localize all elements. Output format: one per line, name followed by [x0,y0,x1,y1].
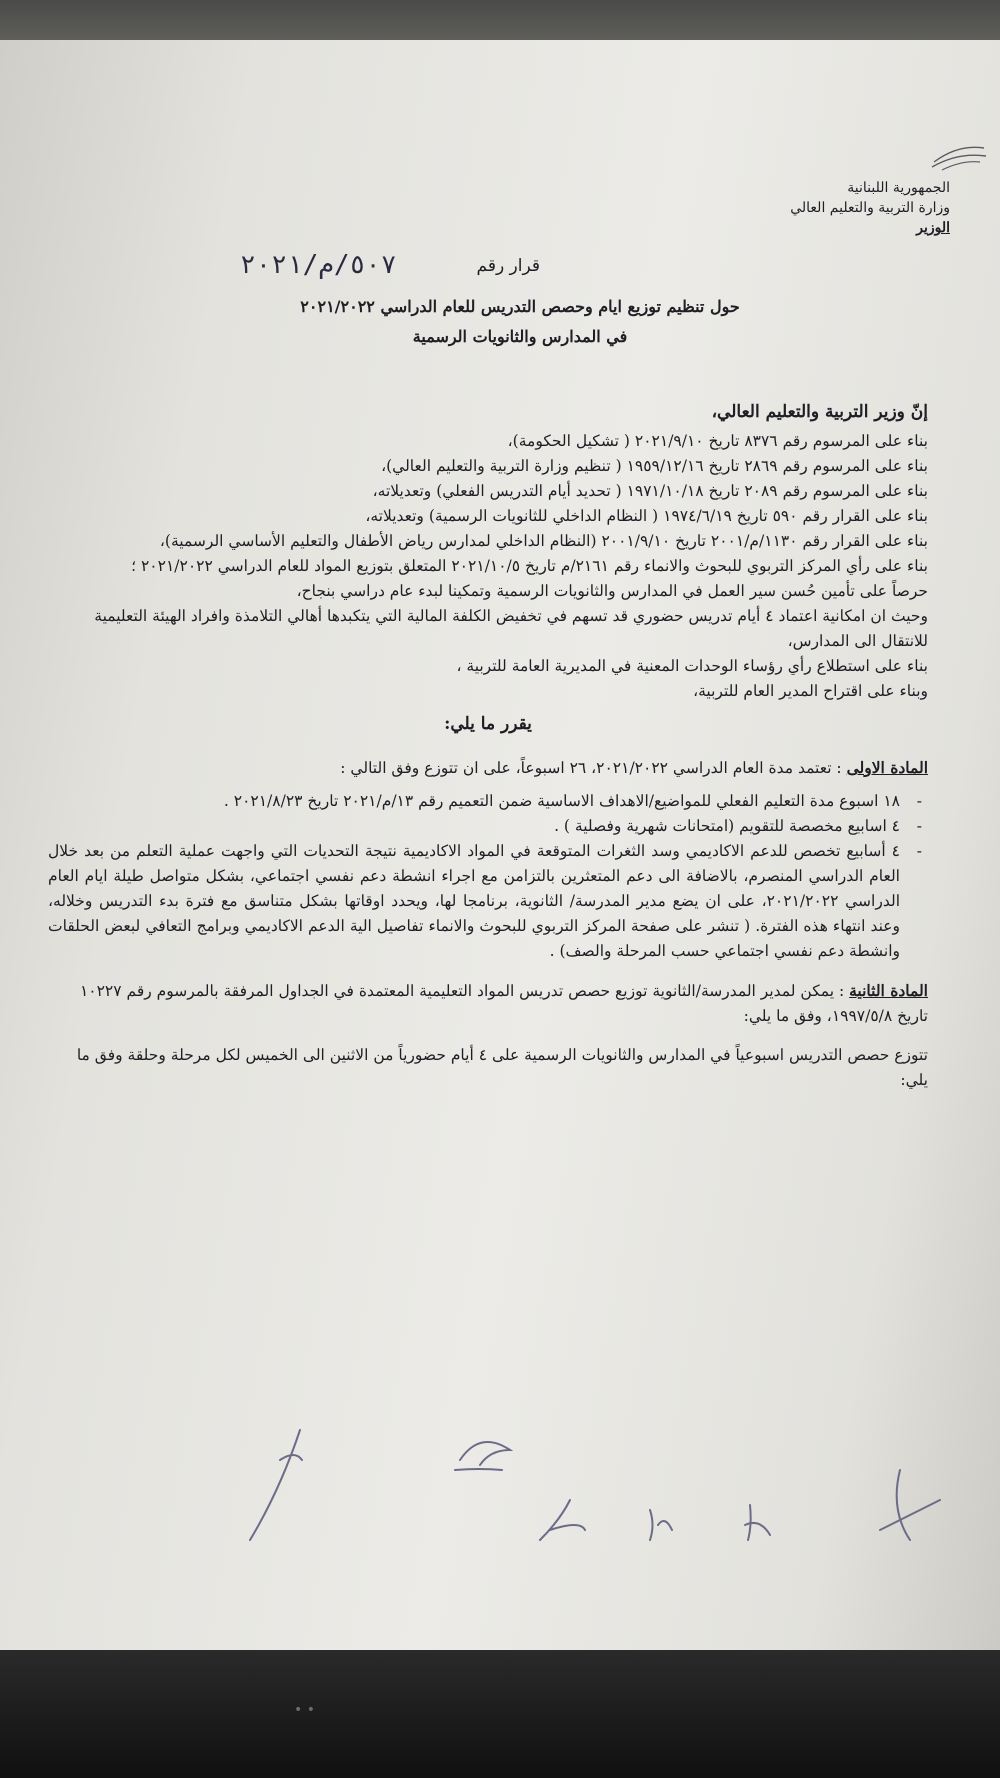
photo-bottom-edge [0,1650,1000,1778]
preamble-heading: إنّ وزير التربية والتعليم العالي، [711,402,928,422]
ministry-name: وزارة التربية والتعليم العالي [790,200,950,216]
article-1-label: المادة الاولى [846,758,928,777]
document-subject [240,292,800,352]
article-1-text: : تعتمد مدة العام الدراسي ٢٠٢١/٢٠٢٢، ٢٦ اسبوعاً، على ان تتوزع وفق التالي : [340,759,842,777]
preamble-line: بناء على المرسوم رقم ٨٣٧٦ تاريخ ٢٠٢١/٩/١٠ ( تشكيل الحكومة)، [507,432,928,450]
preamble-line: بناء على القرار رقم ١١٣٠/م/٢٠٠١ تاريخ ٢٠٠١/٩/١٠ (النظام الداخلي لمدارس رياض الأطفال والتعليم الأساسي الرسمية)، [159,532,928,550]
ministry-logo-icon [928,134,988,174]
subject-line-1: حول تنظيم توزيع ايام وحصص التدريس للعام الدراسي ٢٠٢١/٢٠٢٢ [300,297,740,316]
decision-number: ٥٠٧/م/٢٠٢١ [240,250,397,280]
decision-label: قرار رقم [476,256,540,276]
decides-heading: يقرر ما يلي: [444,714,532,734]
preamble-line: بناء على المرسوم رقم ٢٨٦٩ تاريخ ١٩٥٩/١٢/١٦ ( تنظيم وزارة التربية والتعليم العالي)، [381,457,928,475]
subject-line-2: في المدارس والثانويات الرسمية [412,327,628,346]
preamble-line: بناء على استطلاع رأي رؤساء الوحدات المعنية في المديرية العامة للتربية ، [456,657,928,675]
letterhead [790,178,950,238]
list-item: - ١٨ اسبوع مدة التعليم الفعلي للمواضيع/الاهداف الاساسية ضمن التعميم رقم ١٣/م/٢٠٢١ تاريخ ٢٠٢١/٨/٢٣ . [48,789,928,814]
preamble-line: بناء على المرسوم رقم ٢٠٨٩ تاريخ ١٩٧١/١٠/١٨ ( تحديد أيام التدريس الفعلي) وتعديلاته، [372,482,928,500]
document-body [48,400,928,1093]
preamble-line: بناء على رأي المركز التربوي للبحوث والانماء رقم ٢١٦١/م تاريخ ٢٠٢١/١٠/٥ المتعلق بتوزيع المواد للعام الدراسي ٢٠٢١/٢٠٢٢ ؛ [131,557,928,575]
preamble-line: بناء على القرار رقم ٥٩٠ تاريخ ١٩٧٤/٦/١٩ ( النظام الداخلي للثانويات الرسمية) وتعديلاته، [365,507,928,525]
list-item: - ٤ اسابيع مخصصة للتقويم (امتحانات شهرية وفصلية ) . [48,814,928,839]
article-2-paragraph: تتوزع حصص التدريس اسبوعياً في المدارس والثانويات الرسمية على ٤ أيام حضورياً من الاثنين الى الخميس لكل مرحلة وحلقة وفق ما يلي: [76,1046,928,1089]
list-item: - ٤ أسابيع تخصص للدعم الاكاديمي وسد الثغرات المتوقعة في المواد الاكاديمية نتيجة التحديات التي واجهت عملية التعلم من بعد خلال العام الدراسي المنصرم، بالاضافة الى دعم المتعثرين بالتزامن مع اجراء انشطة دعم نفسي اجتماعي، بشكل متواصل طيلة ايام العام الدراسي ٢٠٢١/٢٠٢٢، على ان يضع مدير المدرسة/ الثانوية، برنامجا لها، ويحدد اوقاتها بشكل متناسق مع فترة بدء التدريس وخلاله، وعند انتهاء هذه الفترة. ( تنشر على صفحة المركز التربوي للبحوث والانماء تفاصيل الية الدعم الاكاديمي وبرامج التعافي لبعض الحلقات وانشطة دعم نفسي اجتماعي حسب المرحلة والصف) . [48,839,928,964]
preamble-line: وحيث ان امكانية اعتماد ٤ أيام تدريس حضوري قد تسهم في تخفيض الكلفة المالية التي يتكبدها أهالي التلامذة وافراد الهيئة التعليمية للانتقال الى المدارس، [94,607,928,650]
preamble-line: حرصاً على تأمين حُسن سير العمل في المدارس والثانويات الرسمية وتمكينا لبدء عام دراسي بنجاح، [296,582,928,600]
article-1 [48,755,928,781]
article-1-list [48,789,928,964]
blurred-marks: • • [294,1702,315,1718]
handwritten-initials [240,1390,980,1570]
article-2-label: المادة الثانية [849,981,928,1000]
article-2 [48,978,928,1029]
minister-title: الوزير [916,220,950,236]
preamble-line: وبناء على اقتراح المدير العام للتربية، [693,682,928,700]
article-2-text: : يمكن لمدير المدرسة/الثانوية توزيع حصص تدريس المواد التعليمية المعتمدة في الجداول المرفقة بالمرسوم رقم ١٠٢٢٧ تاريخ ١٩٩٧/٥/٨، وفق ما يلي: [79,982,928,1025]
republic-name: الجمهورية اللبنانية [847,180,950,196]
